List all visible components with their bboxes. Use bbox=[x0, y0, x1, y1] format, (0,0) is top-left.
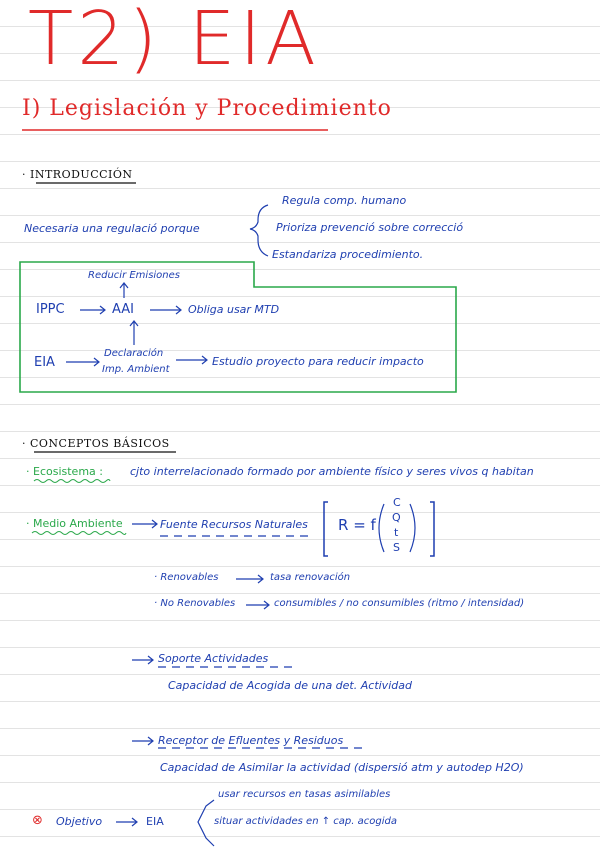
objetivo-icon: ⊗ bbox=[32, 813, 43, 828]
no-renovables-label: · No Renovables bbox=[154, 598, 236, 609]
ecosistema-label: · Ecosistema : bbox=[26, 465, 103, 478]
page-title: T2) EIA bbox=[28, 0, 320, 82]
bullet-regula: Regula comp. humano bbox=[282, 194, 407, 207]
aai-label: AAI bbox=[112, 302, 134, 317]
formula-var-q: Q bbox=[392, 511, 401, 524]
receptor-label: Receptor de Efluentes y Residuos bbox=[158, 734, 344, 747]
declaracion-line2: Imp. Ambient bbox=[102, 364, 170, 375]
medio-ambiente-label: · Medio Ambiente bbox=[26, 517, 123, 530]
ecosistema-text: cjto interrelacionado formado por ambiente físico y seres vivos q habitan bbox=[130, 465, 534, 478]
objetivo-eia: EIA bbox=[146, 815, 164, 828]
formula-var-t: t bbox=[394, 526, 399, 539]
declaracion-line1: Declaración bbox=[104, 348, 164, 359]
tasa-text: tasa renovación bbox=[270, 572, 351, 583]
objetivo-bullet-1: usar recursos en tasas asimilables bbox=[218, 789, 391, 800]
consumibles-text: consumibles / no consumibles (ritmo / intensidad) bbox=[274, 598, 525, 609]
obliga-text: Obliga usar MTD bbox=[188, 303, 280, 316]
bullet-estandariza: Estandariza procedimiento. bbox=[272, 248, 424, 261]
fuente-recursos: Fuente Recursos Naturales bbox=[160, 518, 308, 531]
ippc-label: IPPC bbox=[36, 302, 65, 317]
section-introduccion: · INTRODUCCIÓN bbox=[22, 168, 133, 181]
objetivo-bullet-2: situar actividades en ↑ cap. acogida bbox=[214, 816, 397, 827]
eia-label: EIA bbox=[34, 355, 55, 370]
soporte-label: Soporte Actividades bbox=[158, 652, 269, 665]
renovables-label: · Renovables bbox=[154, 572, 219, 583]
asimilar-text: Capacidad de Asimilar la actividad (dispersió atm y autodep H2O) bbox=[160, 761, 524, 774]
formula-var-s: S bbox=[393, 541, 400, 554]
reducir-emisiones: Reducir Emisiones bbox=[88, 270, 180, 281]
formula-var-c: C bbox=[393, 496, 401, 509]
objetivo-label: Objetivo bbox=[56, 815, 103, 828]
page-subtitle: I) Legislación y Procedimiento bbox=[22, 96, 392, 121]
bullet-prioriza: Prioriza prevenció sobre correcció bbox=[276, 221, 464, 234]
necesaria-text: Necesaria una regulació porque bbox=[24, 222, 200, 235]
section-conceptos: · CONCEPTOS BÁSICOS bbox=[22, 437, 170, 450]
capacidad-acogida: Capacidad de Acogida de una det. Actividad bbox=[168, 679, 412, 692]
formula-lhs: R = f bbox=[338, 516, 376, 534]
estudio-text: Estudio proyecto para reducir impacto bbox=[212, 355, 424, 368]
